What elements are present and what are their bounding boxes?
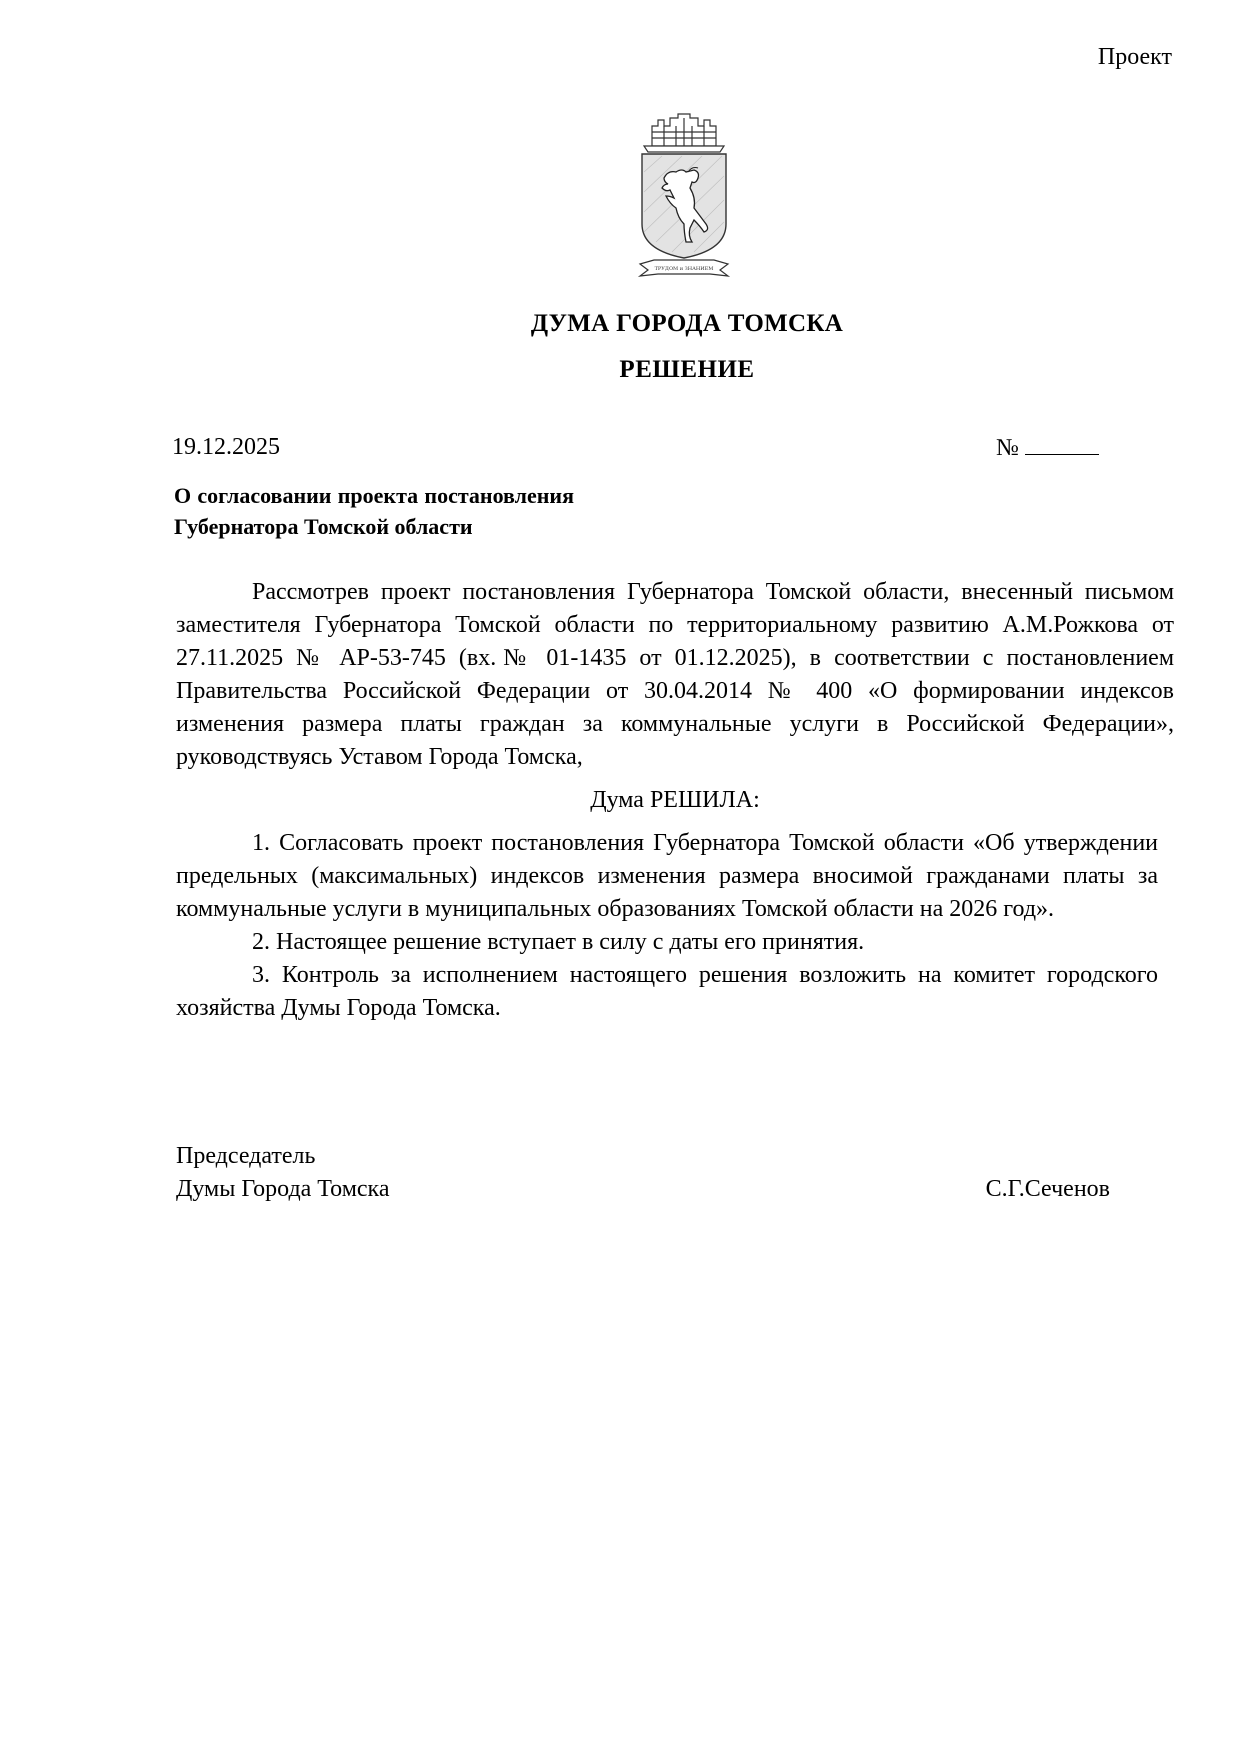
resolution-item: 2. Настоящее решение вступает в силу с даты его принятия. bbox=[252, 929, 865, 955]
document-number bbox=[996, 434, 1099, 462]
emblem-motto: ТРУДОМ и ЗНАНИЕМ bbox=[654, 266, 714, 272]
resolution-heading: Дума РЕШИЛА: bbox=[590, 787, 760, 813]
signature-block bbox=[176, 1140, 1110, 1206]
tomsk-coat-of-arms-emblem bbox=[634, 112, 734, 284]
crown-icon bbox=[644, 114, 724, 152]
document-subject: О согласовании проекта постановления Губернатора Томской области bbox=[174, 483, 574, 539]
signatory-role: Председатель bbox=[176, 1143, 316, 1169]
project-label: Проект bbox=[1097, 44, 1172, 70]
resolution-item: 3. Контроль за исполнением настоящего решения возложить на комитет городского хозяйства Думы Города Томска. bbox=[176, 962, 1158, 1021]
document-date: 19.12.2025 bbox=[172, 434, 280, 460]
resolution-item: 1. Согласовать проект постановления Губернатора Томской области «Об утверждении предельных (максимальных) индексов изменения размера вносимой гражданами платы за коммунальные услуги в муниципальных образованиях Томской области на 2026 год». bbox=[176, 830, 1158, 922]
document-type: РЕШЕНИЕ bbox=[619, 356, 755, 383]
number-blank bbox=[1025, 434, 1099, 455]
number-label: № bbox=[996, 435, 1019, 461]
signatory-name: С.Г.Сеченов bbox=[985, 1176, 1110, 1202]
preamble-paragraph: Рассмотрев проект постановления Губернатора Томской области, внесенный письмом заместителя Губернатора Томской области по территориальному развитию А.М.Рожкова от 27.11.2025 № АР-53-745 (вх.№ 01-1435 от 01.12.2025), в соответствии с постановлением Правительства Российской Федерации от 30.04.2014 № 400 «О формировании индексов изменения размера платы граждан за коммунальные услуги в Российской Федерации», руководствуясь Уставом Города Томска, bbox=[176, 579, 1174, 770]
org-title: ДУМА ГОРОДА ТОМСКА bbox=[530, 310, 844, 337]
document-body bbox=[176, 576, 1174, 1025]
signatory-organization: Думы Города Томска bbox=[176, 1176, 390, 1202]
